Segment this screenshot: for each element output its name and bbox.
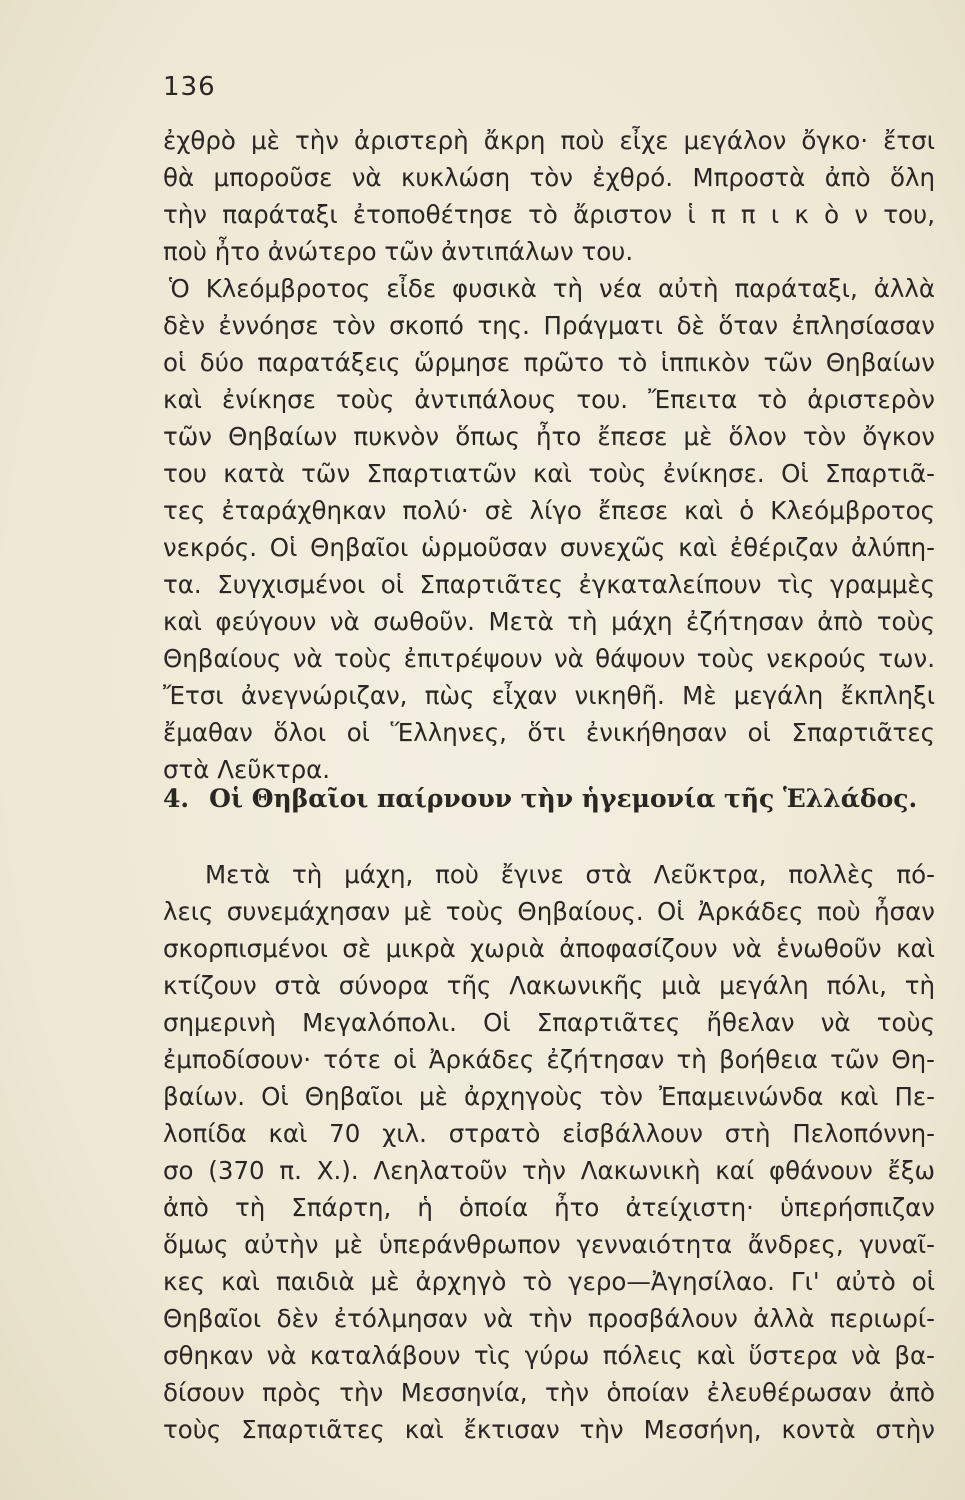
text-line: τα. Συγχισμένοι οἱ Σπαρτιᾶτες ἐγκαταλείπουν τὶς γραμμὲς xyxy=(163,570,935,599)
text-line: στὰ Λεῦκτρα. xyxy=(163,755,331,784)
text-line: κες καὶ παιδιὰ μὲ ἀρχηγὸ τὸ γερο—Ἀγησίλαο. Γι' αὐτὸ οἱ xyxy=(163,1267,935,1296)
text-line: ποὺ ἦτο ἀνώτερο τῶν ἀντιπάλων του. xyxy=(163,237,634,266)
text-line: σημερινὴ Μεγαλόπολι. Οἱ Σπαρτιᾶτες ἤθελαν νὰ τοὺς xyxy=(163,1008,935,1037)
text-line: καὶ φεύγουν νὰ σωθοῦν. Μετὰ τὴ μάχη ἐζήτησαν ἀπὸ τοὺς xyxy=(163,607,935,636)
text-line: λεις συνεμάχησαν μὲ τοὺς Θηβαίους. Οἱ Ἀρκάδες ποὺ ἦσαν xyxy=(163,897,935,926)
section-heading xyxy=(163,784,943,813)
text-line: ἔμαθαν ὅλοι οἱ Ἕλληνες, ὅτι ἐνικήθησαν οἱ Σπαρτιᾶτες xyxy=(163,718,935,747)
text-line: Μετὰ τὴ μάχη, ποὺ ἔγινε στὰ Λεῦκτρα, πολλὲς πό- xyxy=(205,860,935,889)
text-line: Ὁ Κλεόμβροτος εἶδε φυσικὰ τὴ νέα αὐτὴ παράταξι, ἀλλὰ xyxy=(169,274,935,303)
text-line: του κατὰ τῶν Σπαρτιατῶν καὶ τοὺς ἐνίκησε. Οἱ Σπαρτιᾶ- xyxy=(163,459,935,488)
page-number: 136 xyxy=(163,72,216,102)
text-line: λοπίδα καὶ 70 χιλ. στρατὸ εἰσβάλλουν στὴ Πελοπόννη- xyxy=(163,1119,935,1148)
text-line: τῶν Θηβαίων πυκνὸν ὅπως ἦτο ἔπεσε μὲ ὅλον τὸν ὄγκον xyxy=(163,422,935,451)
text-line: θὰ μποροῦσε νὰ κυκλώση τὸν ἐχθρό. Μπροστὰ ἀπὸ ὅλη xyxy=(163,163,935,192)
text-line: δὲν ἐννόησε τὸν σκοπό της. Πράγματι δὲ ὅταν ἐπλησίασαν xyxy=(163,311,935,340)
body-text-lower xyxy=(163,856,935,1448)
body-text-upper xyxy=(163,122,935,788)
text-line: ἐχθρὸ μὲ τὴν ἀριστερὴ ἄκρη ποὺ εἶχε μεγάλον ὄγκο· ἔτσι xyxy=(163,126,935,155)
text-line: βαίων. Οἱ Θηβαῖοι μὲ ἀρχηγοὺς τὸν Ἐπαμεινώνδα καὶ Πε- xyxy=(163,1082,935,1111)
text-line: ἀπὸ τὴ Σπάρτη, ἡ ὁποία ἦτο ἀτείχιστη· ὑπερήσπιζαν xyxy=(163,1193,935,1222)
text-line: σκορπισμένοι σὲ μικρὰ χωριὰ ἀποφασίζουν νὰ ἑνωθοῦν καὶ xyxy=(163,934,935,963)
text-line: σθηκαν νὰ καταλάβουν τὶς γύρω πόλεις καὶ ὕστερα νὰ βα- xyxy=(163,1341,935,1370)
text-line: νεκρός. Οἱ Θηβαῖοι ὡρμοῦσαν συνεχῶς καὶ ἐθέριζαν ἀλύπη- xyxy=(163,533,935,562)
text-line: τὴν παράταξι ἐτοποθέτησε τὸ ἄριστον ἱ π π ι κ ὸ ν του, xyxy=(163,200,935,229)
text-line: Θηβαίους νὰ τοὺς ἐπιτρέψουν νὰ θάψουν τοὺς νεκρούς των. xyxy=(163,644,935,673)
text-line: κτίζουν στὰ σύνορα τῆς Λακωνικῆς μιὰ μεγάλη πόλι, τὴ xyxy=(163,971,935,1000)
text-line: οἱ δύο παρατάξεις ὥρμησε πρῶτο τὸ ἱππικὸν τῶν Θηβαίων xyxy=(163,348,935,377)
text-line: ὅμως αὐτὴν μὲ ὑπεράνθρωπον γενναιότητα ἄνδρες, γυναῖ- xyxy=(163,1230,935,1259)
text-line: Θηβαῖοι δὲν ἐτόλμησαν νὰ τὴν προσβάλουν ἀλλὰ περιωρί- xyxy=(163,1304,935,1333)
text-line: ἐμποδίσουν· τότε οἱ Ἀρκάδες ἐζήτησαν τὴ βοήθεια τῶν Θη- xyxy=(163,1045,935,1074)
text-line: τες ἐταράχθηκαν πολύ· σὲ λίγο ἔπεσε καὶ ὁ Κλεόμβροτος xyxy=(163,496,935,525)
text-line: τοὺς Σπαρτιᾶτες καὶ ἔκτισαν τὴν Μεσσήνη, κοντὰ στὴν xyxy=(163,1415,935,1444)
text-line: Ἔτσι ἀνεγνώριζαν, πὼς εἶχαν νικηθῆ. Μὲ μεγάλη ἔκπληξι xyxy=(163,681,935,710)
text-line: σο (370 π. Χ.). Λεηλατοῦν τὴν Λακωνικὴ καί φθάνουν ἔξω xyxy=(163,1156,935,1185)
text-line: δίσουν πρὸς τὴν Μεσσηνία, τὴν ὁποίαν ἐλευθέρωσαν ἀπὸ xyxy=(163,1378,935,1407)
section-number: 4. xyxy=(163,784,190,813)
section-title: Οἱ Θηβαῖοι παίρνουν τὴν ἡγεμονία τῆς Ἑλλάδος. xyxy=(209,784,918,813)
text-line: καὶ ἐνίκησε τοὺς ἀντιπάλους του. Ἔπειτα τὸ ἀριστερὸν xyxy=(163,385,935,414)
